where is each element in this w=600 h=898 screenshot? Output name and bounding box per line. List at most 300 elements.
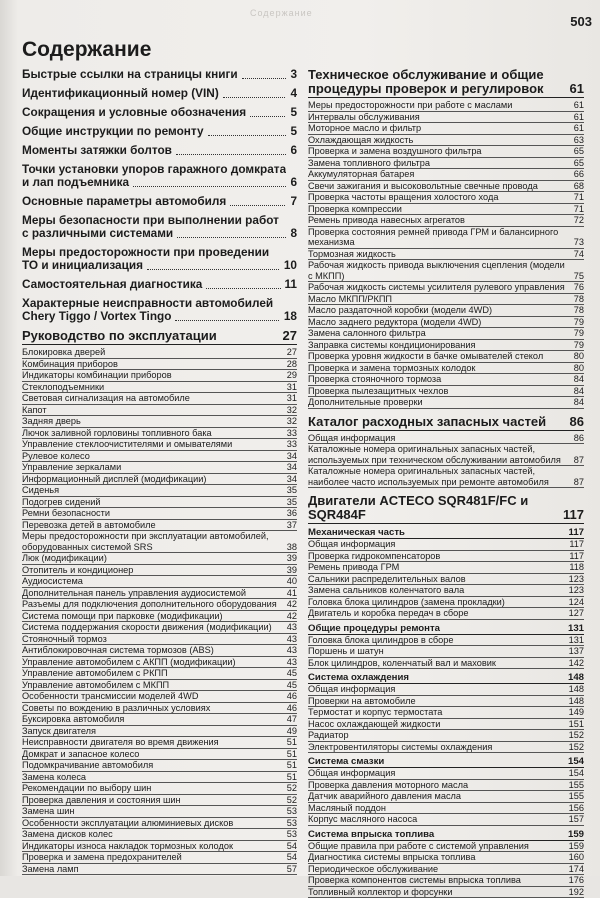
toc-entry-title: Особенности трансмиссии моделей 4WD <box>22 691 283 702</box>
toc-entry-page: 33 <box>283 439 297 450</box>
toc-entry-title: Управление стеклоочистителями и омывателями <box>22 439 283 450</box>
toc-entry[interactable] <box>308 328 584 340</box>
toc-entry-title: Проверка компрессии <box>308 204 570 215</box>
toc-entry[interactable] <box>22 462 297 474</box>
toc-entry[interactable] <box>22 474 297 486</box>
toc-entry[interactable] <box>22 703 297 715</box>
toc-entry-page: 61 <box>570 123 584 134</box>
toc-entry-title: Ремень привода навесных агрегатов <box>308 215 570 226</box>
toc-entry-page: 43 <box>283 657 297 668</box>
toc-entry-title: Топливный коллектор и форсунки <box>308 887 565 898</box>
toc-entry-title: Проверка и замена тормозных колодок <box>308 363 570 374</box>
toc-entry[interactable] <box>308 249 584 261</box>
toc-section[interactable] <box>22 68 297 81</box>
toc-entry-title: Блок цилиндров, коленчатый вал и маховик <box>308 658 565 669</box>
toc-entry-page: 47 <box>283 714 297 725</box>
toc-entry-title: Электровентиляторы системы охлаждения <box>308 742 565 753</box>
toc-entry-title: Термостат и корпус термостата <box>308 707 565 718</box>
toc-entry[interactable] <box>22 393 297 405</box>
toc-entry[interactable] <box>308 204 584 216</box>
toc-entry[interactable] <box>22 485 297 497</box>
toc-entry-title: Блокировка дверей <box>22 347 283 358</box>
toc-section-title: Меры безопасности при выполнении работ с различными системами <box>22 214 286 240</box>
toc-entry-title: Масло раздаточной коробки (модели 4WD) <box>308 305 570 316</box>
toc-entry[interactable] <box>22 645 297 657</box>
toc-section-page: 10 <box>280 259 297 272</box>
toc-section[interactable] <box>22 297 297 323</box>
toc-entry[interactable] <box>22 668 297 680</box>
toc-entry[interactable] <box>22 382 297 394</box>
toc-entry-page: 148 <box>565 684 584 695</box>
toc-entry[interactable] <box>308 696 584 708</box>
toc-entry-page: 148 <box>565 696 584 707</box>
toc-entry-title: Индикаторы износа накладок тормозных колодок <box>22 841 283 852</box>
toc-entry[interactable] <box>22 531 297 553</box>
toc-entry-page: 154 <box>565 768 584 779</box>
toc-entry-page: 53 <box>283 806 297 817</box>
toc-entry[interactable] <box>308 875 584 887</box>
toc-subsection-title: Механическая часть <box>308 527 565 538</box>
toc-entry-title: Проверка гидрокомпенсаторов <box>308 551 565 562</box>
toc-entry[interactable] <box>22 726 297 738</box>
toc-entry-title: Перевозка детей в автомобиле <box>22 520 283 531</box>
toc-section[interactable] <box>308 68 584 98</box>
toc-entry-page: 71 <box>570 204 584 215</box>
toc-entry-page: 35 <box>283 485 297 496</box>
toc-entry[interactable] <box>308 374 584 386</box>
toc-entry-page: 43 <box>283 622 297 633</box>
toc-entry[interactable] <box>22 576 297 588</box>
toc-entry-title: Замена топливного фильтра <box>308 158 570 169</box>
toc-entry[interactable] <box>22 772 297 784</box>
toc-entry[interactable] <box>308 841 584 853</box>
toc-section[interactable] <box>22 278 297 291</box>
toc-entry-page: 66 <box>570 169 584 180</box>
toc-entry[interactable] <box>22 565 297 577</box>
toc-entry[interactable] <box>22 841 297 853</box>
toc-entry[interactable] <box>308 158 584 170</box>
toc-entry-page: 32 <box>283 405 297 416</box>
toc-entry-page: 27 <box>283 347 297 358</box>
toc-entry-title: Каталожные номера оригинальных запасных частей, используемых при техническом обслуживании автомобиля <box>308 444 570 465</box>
page-title: Содержание <box>22 38 151 62</box>
toc-entry-title: Домкрат и запасное колесо <box>22 749 283 760</box>
toc-entry[interactable] <box>22 657 297 669</box>
toc-entry[interactable] <box>22 416 297 428</box>
toc-entry-title: Проверка пылезащитных чехлов <box>308 386 570 397</box>
toc-entry-page: 31 <box>283 382 297 393</box>
toc-entry-title: Рекомендации по выбору шин <box>22 783 283 794</box>
toc-entry-title: Управление автомобилем с РКПП <box>22 668 283 679</box>
toc-entry-page: 61 <box>570 100 584 111</box>
toc-entry-title: Общая информация <box>308 768 565 779</box>
toc-entry-page: 87 <box>570 477 584 488</box>
toc-section[interactable] <box>22 195 297 208</box>
toc-entry-page: 34 <box>283 462 297 473</box>
toc-entry[interactable] <box>308 742 584 754</box>
toc-entry-page: 84 <box>570 397 584 408</box>
toc-section-page: 3 <box>286 68 297 81</box>
toc-entry[interactable] <box>22 760 297 772</box>
toc-entry-title: Система помощи при парковке (модификации) <box>22 611 283 622</box>
toc-entry-title: Световая сигнализация на автомобиле <box>22 393 283 404</box>
toc-entry[interactable] <box>22 508 297 520</box>
toc-entry[interactable] <box>308 707 584 719</box>
toc-entry-page: 156 <box>565 803 584 814</box>
toc-entry-title: Неисправности двигателя во время движения <box>22 737 283 748</box>
toc-entry-page: 79 <box>570 328 584 339</box>
toc-entry[interactable] <box>308 227 584 249</box>
toc-entry[interactable] <box>308 608 584 620</box>
toc-subsection[interactable] <box>308 756 584 768</box>
running-title: Содержание <box>250 8 313 18</box>
toc-section-title: Точки установки упоров гаражного домкрата и лап подъемника <box>22 163 286 189</box>
toc-entry-title: Аккумуляторная батарея <box>308 169 570 180</box>
toc-entry[interactable] <box>308 646 584 658</box>
toc-entry-title: Интервалы обслуживания <box>308 112 570 123</box>
toc-section-page: 27 <box>279 329 297 343</box>
toc-entry[interactable] <box>22 806 297 818</box>
toc-entry-title: Поршень и шатун <box>308 646 565 657</box>
toc-entry-title: Комбинация приборов <box>22 359 283 370</box>
toc-entry-page: 29 <box>283 370 297 381</box>
toc-entry[interactable] <box>308 574 584 586</box>
toc-entry[interactable] <box>308 169 584 181</box>
toc-section-page: 11 <box>281 278 297 291</box>
toc-entry-page: 61 <box>570 112 584 123</box>
toc-entry-title: Система поддержания скорости движения (модификации) <box>22 622 283 633</box>
toc-entry[interactable] <box>22 691 297 703</box>
toc-entry-page: 43 <box>283 634 297 645</box>
toc-entry-title: Индикаторы комбинации приборов <box>22 370 283 381</box>
toc-entry-title: Проверки на автомобиле <box>308 696 565 707</box>
toc-entry-page: 80 <box>570 351 584 362</box>
toc-section-page: 6 <box>286 144 297 157</box>
toc-entry-title: Каталожные номера оригинальных запасных частей, наиболее часто используемых при ремонте автомобиля <box>308 466 570 487</box>
toc-entry[interactable] <box>308 803 584 815</box>
toc-entry[interactable] <box>308 397 584 409</box>
toc-entry[interactable] <box>22 783 297 795</box>
toc-entry-page: 40 <box>283 576 297 587</box>
toc-entry-title: Советы по вождению в различных условиях <box>22 703 283 714</box>
toc-entry-title: Сиденья <box>22 485 283 496</box>
toc-entry-page: 76 <box>570 282 584 293</box>
toc-entry-page: 174 <box>565 864 584 875</box>
toc-section-page: 4 <box>286 87 297 100</box>
toc-entry-page: 45 <box>283 680 297 691</box>
toc-entry-title: Проверка и замена предохранителей <box>22 852 283 863</box>
toc-entry[interactable] <box>22 795 297 807</box>
toc-entry-page: 34 <box>283 451 297 462</box>
toc-entry[interactable] <box>22 370 297 382</box>
toc-entry-page: 52 <box>283 795 297 806</box>
toc-entry-title: Проверка частоты вращения холостого хода <box>308 192 570 203</box>
toc-entry-title: Ремни безопасности <box>22 508 283 519</box>
toc-section-title: Моменты затяжки болтов <box>22 144 286 157</box>
toc-entry-page: 117 <box>565 539 584 550</box>
toc-entry[interactable] <box>22 359 297 371</box>
toc-entry-title: Диагностика системы впрыска топлива <box>308 852 565 863</box>
toc-entry[interactable] <box>22 520 297 532</box>
toc-section-page: 8 <box>286 227 297 240</box>
toc-section[interactable] <box>308 415 584 431</box>
toc-entry-title: Радиатор <box>308 730 565 741</box>
toc-section[interactable] <box>22 163 297 189</box>
toc-entry-title: Корпус масляного насоса <box>308 814 565 825</box>
toc-entry[interactable] <box>308 658 584 670</box>
toc-entry[interactable] <box>308 597 584 609</box>
toc-entry[interactable] <box>308 852 584 864</box>
toc-entry-page: 57 <box>283 864 297 875</box>
toc-entry[interactable] <box>308 260 584 282</box>
toc-entry-page: 31 <box>283 393 297 404</box>
toc-entry[interactable] <box>308 192 584 204</box>
toc-entry-page: 155 <box>565 780 584 791</box>
toc-entry-page: 51 <box>283 749 297 760</box>
toc-entry[interactable] <box>308 351 584 363</box>
toc-entry-page: 79 <box>570 340 584 351</box>
toc-entry-page: 37 <box>283 520 297 531</box>
toc-section[interactable] <box>308 494 584 524</box>
toc-entry-title: Антиблокировочная система тормозов (ABS) <box>22 645 283 656</box>
toc-section-page: 5 <box>286 125 297 138</box>
toc-entry[interactable] <box>308 340 584 352</box>
toc-entry-title: Дополнительная панель управления аудиосистемой <box>22 588 283 599</box>
toc-entry[interactable] <box>308 135 584 147</box>
toc-entry[interactable] <box>22 599 297 611</box>
toc-subsection-title: Общие процедуры ремонта <box>308 623 564 634</box>
toc-entry-page: 42 <box>283 599 297 610</box>
toc-entry[interactable] <box>308 562 584 574</box>
toc-subsection[interactable] <box>308 527 584 539</box>
toc-section-title: Быстрые ссылки на страницы книги <box>22 68 286 81</box>
toc-entry-title: Аудиосистема <box>22 576 283 587</box>
toc-entry[interactable] <box>308 768 584 780</box>
toc-entry-page: 131 <box>565 635 584 646</box>
toc-entry-title: Общая информация <box>308 684 565 695</box>
toc-entry[interactable] <box>308 730 584 742</box>
toc-entry-title: Замена колеса <box>22 772 283 783</box>
toc-entry-title: Моторное масло и фильтр <box>308 123 570 134</box>
toc-entry[interactable] <box>22 634 297 646</box>
toc-entry-title: Проверка давления и состояния шин <box>22 795 283 806</box>
toc-entry-page: 46 <box>283 703 297 714</box>
toc-entry-title: Насос охлаждающей жидкости <box>308 719 565 730</box>
toc-entry[interactable] <box>308 181 584 193</box>
toc-entry[interactable] <box>308 635 584 647</box>
toc-entry[interactable] <box>22 347 297 359</box>
toc-entry[interactable] <box>22 818 297 830</box>
toc-entry-page: 39 <box>283 565 297 576</box>
toc-entry[interactable] <box>22 622 297 634</box>
toc-entry[interactable] <box>22 829 297 841</box>
toc-entry-page: 52 <box>283 783 297 794</box>
toc-section-title: Руководство по эксплуатации <box>22 329 279 343</box>
toc-entry-page: 35 <box>283 497 297 508</box>
toc-entry-title: Проверка компонентов системы впрыска топлива <box>308 875 565 886</box>
toc-entry[interactable] <box>308 146 584 158</box>
toc-entry-title: Ремень привода ГРМ <box>308 562 565 573</box>
toc-section-page: 86 <box>566 415 584 429</box>
toc-subsection[interactable] <box>308 623 584 635</box>
toc-section-title: Техническое обслуживание и общие процедуры проверок и регулировок <box>308 68 566 96</box>
toc-entry[interactable] <box>22 737 297 749</box>
toc-entry-page: 49 <box>283 726 297 737</box>
toc-section[interactable] <box>22 125 297 138</box>
toc-entry[interactable] <box>308 887 584 898</box>
toc-entry[interactable] <box>308 386 584 398</box>
toc-entry[interactable] <box>22 714 297 726</box>
toc-entry-title: Замена сальников коленчатого вала <box>308 585 565 596</box>
toc-entry-title: Проверка стояночного тормоза <box>308 374 570 385</box>
toc-entry[interactable] <box>22 588 297 600</box>
toc-section[interactable] <box>22 106 297 119</box>
toc-entry[interactable] <box>308 791 584 803</box>
toc-subsection-page: 154 <box>564 756 584 767</box>
toc-entry-title: Масляный поддон <box>308 803 565 814</box>
toc-entry-page: 39 <box>283 553 297 564</box>
toc-entry-title: Дополнительные проверки <box>308 397 570 408</box>
toc-entry-page: 176 <box>565 875 584 886</box>
toc-entry-title: Датчик аварийного давления масла <box>308 791 565 802</box>
toc-entry[interactable] <box>22 553 297 565</box>
toc-entry-page: 38 <box>283 542 297 553</box>
toc-entry-title: Стояночный тормоз <box>22 634 283 645</box>
toc-entry-title: Замена шин <box>22 806 283 817</box>
toc-entry-title: Подомкрачивание автомобиля <box>22 760 283 771</box>
toc-entry[interactable] <box>308 100 584 112</box>
toc-section-page: 6 <box>286 176 297 189</box>
toc-entry-page: 54 <box>283 852 297 863</box>
toc-entry-title: Масло заднего редуктора (модели 4WD) <box>308 317 570 328</box>
toc-entry[interactable] <box>308 444 584 466</box>
toc-entry-page: 51 <box>283 772 297 783</box>
toc-entry-page: 123 <box>565 585 584 596</box>
toc-entry-title: Стеклоподъемники <box>22 382 283 393</box>
toc-entry[interactable] <box>22 428 297 440</box>
toc-entry-page: 34 <box>283 474 297 485</box>
toc-subsection-page: 117 <box>565 527 584 538</box>
toc-entry[interactable] <box>308 864 584 876</box>
toc-entry[interactable] <box>22 451 297 463</box>
toc-entry-page: 36 <box>283 508 297 519</box>
toc-subsection[interactable] <box>308 672 584 684</box>
toc-entry[interactable] <box>308 551 584 563</box>
toc-entry-page: 160 <box>565 852 584 863</box>
toc-entry[interactable] <box>22 864 297 876</box>
toc-entry-page: 42 <box>283 611 297 622</box>
toc-subsection[interactable] <box>308 829 584 841</box>
toc-entry[interactable] <box>22 405 297 417</box>
toc-entry[interactable] <box>22 852 297 864</box>
toc-entry-page: 68 <box>570 181 584 192</box>
toc-entry-title: Разъемы для подключения дополнительного оборудования <box>22 599 283 610</box>
toc-section[interactable] <box>22 329 297 345</box>
toc-section-page: 5 <box>286 106 297 119</box>
toc-subsection-page: 131 <box>564 623 584 634</box>
toc-entry-page: 53 <box>283 818 297 829</box>
toc-section[interactable] <box>22 87 297 100</box>
toc-entry-page: 75 <box>570 271 584 282</box>
toc-entry-page: 151 <box>565 719 584 730</box>
toc-entry[interactable] <box>308 539 584 551</box>
toc-section-title: Характерные неисправности автомобилей Chery Tiggo / Vortex Tingo <box>22 297 280 323</box>
toc-entry[interactable] <box>308 433 584 445</box>
toc-entry-page: 123 <box>565 574 584 585</box>
toc-entry-page: 117 <box>565 551 584 562</box>
toc-entry-page: 28 <box>283 359 297 370</box>
toc-entry[interactable] <box>22 611 297 623</box>
toc-section-title: Двигатели ACTECO SQR481F/FC и SQR484F <box>308 494 559 522</box>
toc-entry[interactable] <box>308 466 584 488</box>
toc-subsection-page: 148 <box>564 672 584 683</box>
toc-entry[interactable] <box>308 123 584 135</box>
toc-entry[interactable] <box>22 439 297 451</box>
toc-entry-page: 157 <box>565 814 584 825</box>
toc-section-page: 117 <box>559 508 584 522</box>
toc-entry-page: 118 <box>565 562 584 573</box>
toc-entry-page: 73 <box>570 237 584 248</box>
toc-entry[interactable] <box>308 684 584 696</box>
toc-entry-title: Лючок заливной горловины топливного бака <box>22 428 283 439</box>
toc-entry-title: Замена дисков колес <box>22 829 283 840</box>
toc-section[interactable] <box>22 246 297 272</box>
toc-entry[interactable] <box>308 814 584 826</box>
toc-entry-title: Рабочая жидкость системы усилителя рулевого управления <box>308 282 570 293</box>
toc-entry-title: Головка блока цилиндров в сборе <box>308 635 565 646</box>
toc-entry-page: 65 <box>570 146 584 157</box>
toc-right-column <box>308 68 584 898</box>
toc-entry-page: 71 <box>570 192 584 203</box>
toc-entry-title: Информационный дисплей (модификации) <box>22 474 283 485</box>
toc-left-column <box>22 68 297 875</box>
toc-entry[interactable] <box>308 294 584 306</box>
toc-section-page: 7 <box>286 195 297 208</box>
toc-entry-page: 80 <box>570 363 584 374</box>
toc-entry[interactable] <box>308 215 584 227</box>
toc-entry[interactable] <box>22 749 297 761</box>
toc-section[interactable] <box>22 144 297 157</box>
toc-entry[interactable] <box>308 282 584 294</box>
toc-entry-page: 87 <box>570 455 584 466</box>
toc-section-title: Сокращения и условные обозначения <box>22 106 286 119</box>
toc-section[interactable] <box>22 214 297 240</box>
toc-entry-title: Капот <box>22 405 283 416</box>
toc-entry-page: 155 <box>565 791 584 802</box>
toc-section-title: Основные параметры автомобиля <box>22 195 286 208</box>
toc-entry[interactable] <box>22 680 297 692</box>
toc-entry[interactable] <box>308 317 584 329</box>
toc-section-title: Идентификационный номер (VIN) <box>22 87 286 100</box>
toc-entry-title: Особенности эксплуатации алюминиевых дисков <box>22 818 283 829</box>
toc-entry[interactable] <box>308 585 584 597</box>
toc-entry-title: Управление автомобилем с МКПП <box>22 680 283 691</box>
toc-entry[interactable] <box>308 305 584 317</box>
toc-entry-title: Запуск двигателя <box>22 726 283 737</box>
toc-entry[interactable] <box>22 497 297 509</box>
toc-entry-title: Масло МКПП/РКПП <box>308 294 570 305</box>
toc-entry[interactable] <box>308 780 584 792</box>
toc-entry[interactable] <box>308 363 584 375</box>
toc-entry-title: Задняя дверь <box>22 416 283 427</box>
toc-entry[interactable] <box>308 112 584 124</box>
toc-entry-page: 84 <box>570 374 584 385</box>
toc-section-title: Каталог расходных запасных частей <box>308 415 566 429</box>
toc-entry-title: Сальники распределительных валов <box>308 574 565 585</box>
toc-entry-title: Замена салонного фильтра <box>308 328 570 339</box>
toc-entry-title: Проверка состояния ремней привода ГРМ и балансирного механизма <box>308 227 570 248</box>
toc-entry[interactable] <box>308 719 584 731</box>
